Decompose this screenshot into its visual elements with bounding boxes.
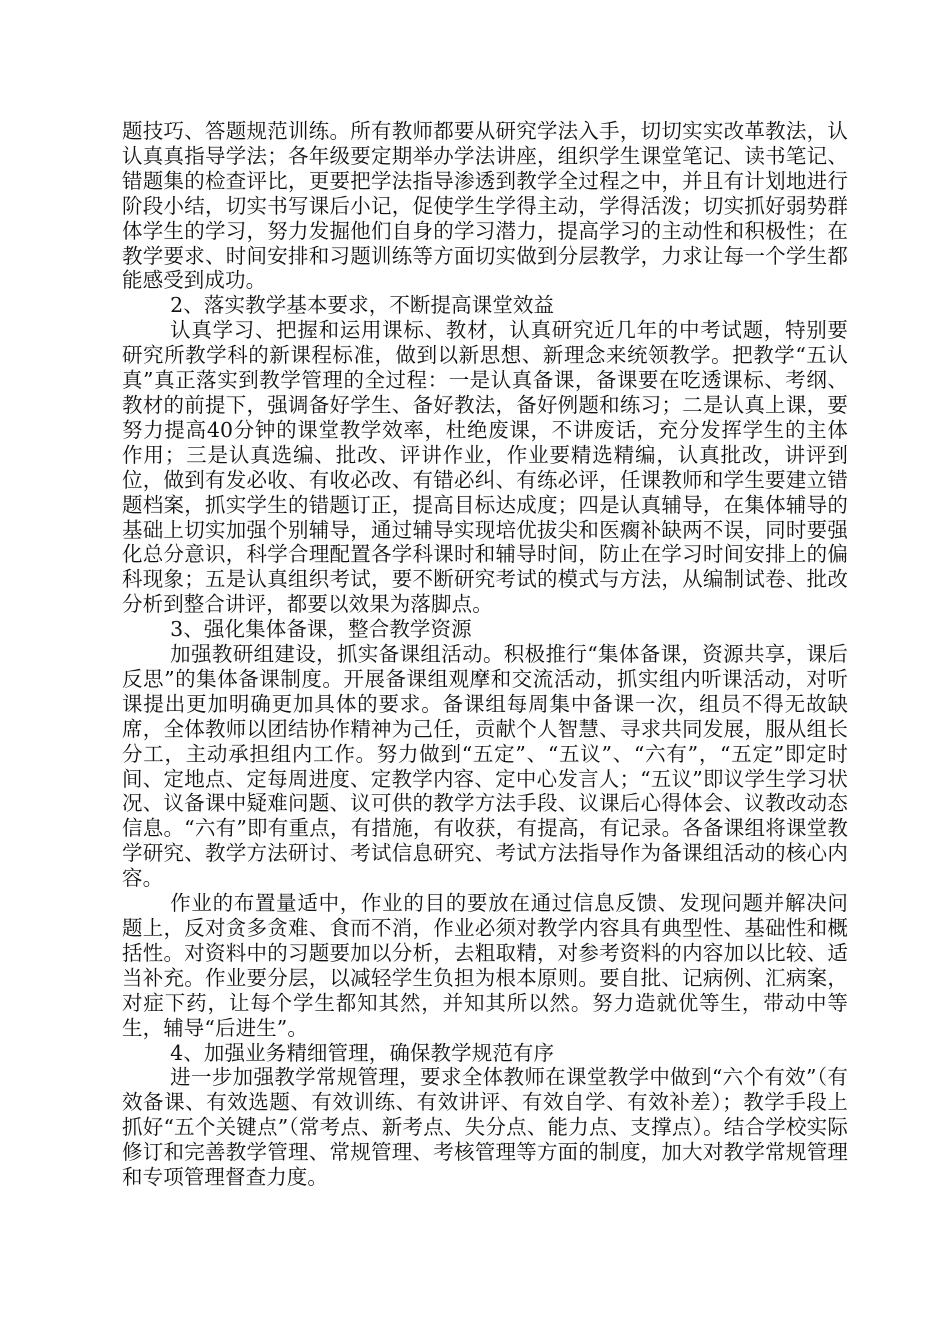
section-heading-4: 4、加强业务精细管理，确保教学规范有序: [170, 1040, 555, 1065]
paragraph-body: 作业的布置量适中，作业的目的要放在通过信息反馈、发现问题并解决问题上，反对贪多贪难、食而不消，作业必须对教学内容具有典型性、基础性和概括性。对资料中的习题要加以分析，去粗取精，对参考资料的内容加以比较、适当补充。作业要分层，以减轻学生负担为根本原则。要自批、记病例、汇病案，对症下药，让每个学生都知其然，并知其所以然。努力造就优等生，带动中等生，辅导“后进生”。: [122, 891, 848, 1040]
section-heading-2: 2、落实教学基本要求，不断提高课堂效益: [170, 293, 555, 318]
paragraph-continuation: 题技巧、答题规范训练。所有教师都要从研究学法入手，切切实实改革教法，认认真真指导学法；各年级要定期举办学法讲座，组织学生课堂笔记、读书笔记、错题集的检查评比，更要把学法指导渗透到教学全过程之中，并且有计划地进行阶段小结，切实书写课后小记，促使学生学得主动，学得活泼；切实抓好弱势群体学生的学习，努力发掘他们自身的学习潜力，提高学习的主动性和积极性；在教学要求、时间安排和习题训练等方面切实做到分层教学，力求让每一个学生都能感受到成功。: [122, 119, 848, 293]
document-body: [122, 119, 848, 1190]
paragraph-body: 认真学习、把握和运用课标、教材，认真研究近几年的中考试题，特别要研究所教学科的新课程标准，做到以新思想、新理念来统领教学。把教学“五认真”真正落实到教学管理的全过程：一是认真备课，备课要在吃透课标、考纲、教材的前提下，强调备好学生、备好教法，备好例题和练习；二是认真上课，要努力提高40分钟的课堂教学效率，杜绝废课，不讲废话，充分发挥学生的主体作用；三是认真选编、批改、评讲作业，作业要精选精编，认真批改，讲评到位，做到有发必收、有收必改、有错必纠、有练必评，任课教师和学生要建立错题档案，抓实学生的错题订正，提高目标达成度；四是认真辅导，在集体辅导的基础上切实加强个别辅导，通过辅导实现培优拔尖和医瘸补缺两不误，同时要强化总分意识，科学合理配置各学科课时和辅导时间，防止在学习时间安排上的偏科现象；五是认真组织考试，要不断研究考试的模式与方法，从编制试卷、批改分析到整合讲评，都要以效果为落脚点。: [122, 318, 848, 617]
paragraph-body: 加强教研组建设，抓实备课组活动。积极推行“集体备课，资源共享，课后反思”的集体备课制度。开展备课组观摩和交流活动，抓实组内听课活动，对听课提出更加明确更加具体的要求。备课组每周集中备课一次，组员不得无故缺席，全体教师以团结协作精神为己任，贡献个人智慧、寻求共同发展，服从组长分工，主动承担组内工作。努力做到“五定”、“五议”、“六有”，“五定”即定时间、定地点、定每周进度、定教学内容、定中心发言人；“五议”即议学生学习状况、议备课中疑难问题、议可供的教学方法手段、议课后心得体会、议教改动态信息。“六有”即有重点，有措施，有收获，有提高，有记录。各备课组将课堂教学研究、教学方法研讨、考试信息研究、考试方法指导作为备课组活动的核心内容。: [122, 642, 848, 891]
section-heading-3: 3、强化集体备课，整合教学资源: [170, 617, 472, 642]
paragraph-body: 进一步加强教学常规管理，要求全体教师在课堂教学中做到“六个有效”（有效备课、有效选题、有效训练、有效讲评、有效自学、有效补差）；教学手段上抓好“五个关键点”（常考点、新考点、失分点、能力点、支撑点）。结合学校实际修订和完善教学管理、常规管理、考核管理等方面的制度，加大对教学常规管理和专项管理督查力度。: [122, 1065, 848, 1190]
